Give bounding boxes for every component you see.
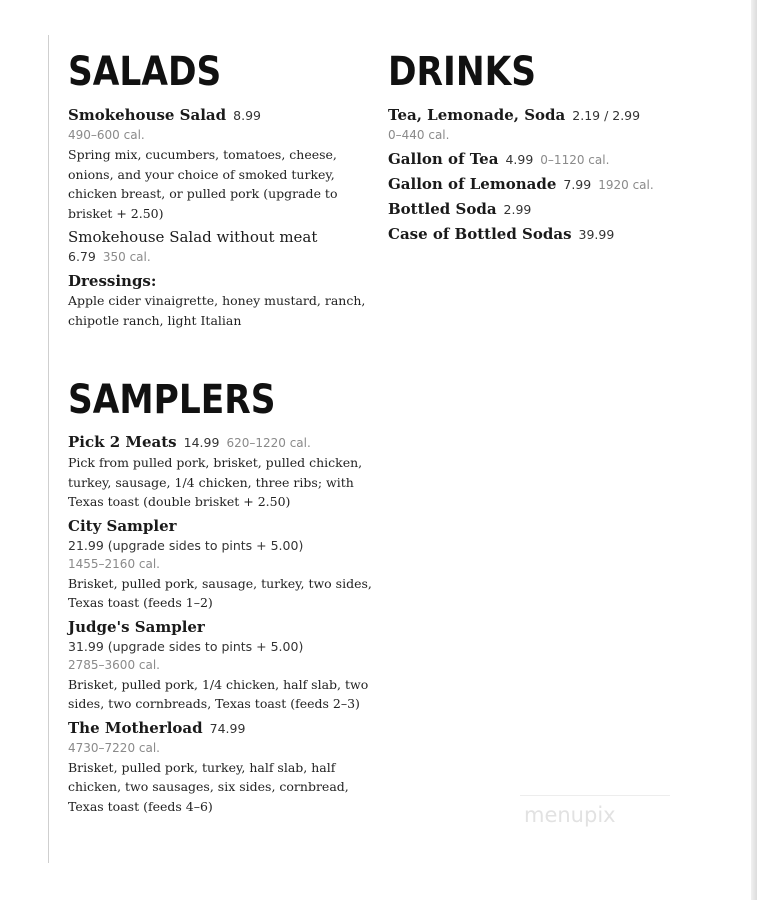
- item-name: Gallon of Tea: [388, 150, 499, 168]
- item-header: [68, 617, 378, 637]
- item-price: 2.99: [503, 202, 532, 217]
- right-column: [388, 48, 718, 245]
- item-name: Pick 2 Meats: [68, 433, 177, 451]
- item-header: [68, 516, 378, 536]
- item-header: [68, 718, 378, 739]
- item-description: Brisket, pulled pork, turkey, half slab, half chicken, two sausages, six sides, cornbread, Texas toast (feeds 4–6): [68, 759, 349, 814]
- watermark-rule: [520, 795, 670, 796]
- item-price: 14.99: [183, 435, 220, 450]
- drinks-title: DRINKS: [388, 49, 537, 95]
- item-name: Smokehouse Salad: [68, 106, 227, 124]
- menu-item: [388, 105, 718, 145]
- item-name: Gallon of Lemonade: [388, 175, 557, 193]
- samplers-title: SAMPLERS: [68, 377, 276, 423]
- dressings-title: Dressings:: [68, 272, 157, 290]
- item-price: 39.99: [578, 227, 615, 242]
- item-description: Pick from pulled pork, brisket, pulled chicken, turkey, sausage, 1/4 chicken, three ribs; with Texas toast (double brisket + 2.50): [68, 455, 363, 509]
- item-name: The Motherload: [68, 718, 203, 737]
- watermark-logo: menupix: [524, 803, 616, 827]
- page-edge: [751, 0, 757, 900]
- menu-item: [388, 149, 718, 170]
- item-header: [68, 432, 378, 453]
- left-rule: [48, 35, 49, 863]
- menu-item: [68, 105, 378, 223]
- item-price-row: [68, 247, 378, 267]
- menu-item: [68, 432, 378, 512]
- item-header: [68, 105, 378, 126]
- menu-item: [68, 718, 378, 817]
- item-calories: 490–600 cal.: [68, 128, 145, 142]
- item-header: [388, 174, 718, 195]
- left-column: [68, 48, 378, 816]
- item-price: 8.99: [233, 108, 261, 123]
- menu-item: [68, 617, 378, 714]
- item-price: 74.99: [209, 720, 246, 736]
- item-name: Tea, Lemonade, Soda: [388, 106, 566, 124]
- item-price: 2.19 / 2.99: [572, 108, 641, 123]
- item-description: Brisket, pulled pork, sausage, turkey, two sides, Texas toast (feeds 1–2): [68, 575, 372, 610]
- item-calories: 350 cal.: [102, 250, 151, 264]
- menu-item: [388, 224, 718, 245]
- item-calories: 1455–2160 cal.: [68, 556, 160, 571]
- item-name: Judge's Sampler: [68, 617, 205, 636]
- item-calories: 4730–7220 cal.: [68, 740, 160, 755]
- dressings-block: [68, 271, 378, 330]
- item-name: Smokehouse Salad without meat: [68, 228, 318, 246]
- item-calories: 0–440 cal.: [388, 128, 450, 142]
- item-price: 31.99 (upgrade sides to pints + 5.00): [68, 638, 304, 654]
- menu-item: [388, 199, 718, 220]
- salads-section: [68, 48, 378, 330]
- item-name: Case of Bottled Sodas: [388, 225, 572, 243]
- item-header: [388, 105, 718, 126]
- menu-item: [388, 174, 718, 195]
- item-header: [388, 224, 718, 245]
- item-calories: 2785–3600 cal.: [68, 657, 160, 672]
- menu-item: [68, 227, 378, 267]
- item-header: [388, 149, 718, 170]
- item-description: Brisket, pulled pork, 1/4 chicken, half slab, two sides, two cornbreads, Texas toast (feeds 2–3): [68, 676, 369, 711]
- drinks-section: [388, 48, 718, 245]
- item-price: 7.99: [563, 177, 592, 192]
- salads-title: SALADS: [68, 49, 222, 95]
- item-name: City Sampler: [68, 516, 177, 535]
- item-calories: 1920 cal.: [598, 178, 654, 192]
- item-name: Bottled Soda: [388, 200, 497, 218]
- item-description: Spring mix, cucumbers, tomatoes, cheese, onions, and your choice of smoked turkey, chicken breast, or pulled pork (upgrade to brisket + 2.50): [68, 147, 338, 221]
- item-price: 4.99: [505, 152, 534, 167]
- item-price: 6.79: [68, 249, 96, 264]
- item-calories: 0–1120 cal.: [540, 153, 610, 167]
- menu-item: [68, 516, 378, 613]
- samplers-section: [68, 376, 378, 816]
- dressings-description: Apple cider vinaigrette, honey mustard, ranch, chipotle ranch, light Italian: [68, 293, 366, 328]
- item-calories: 620–1220 cal.: [226, 436, 311, 450]
- item-header: [388, 199, 718, 220]
- item-price: 21.99 (upgrade sides to pints + 5.00): [68, 537, 304, 553]
